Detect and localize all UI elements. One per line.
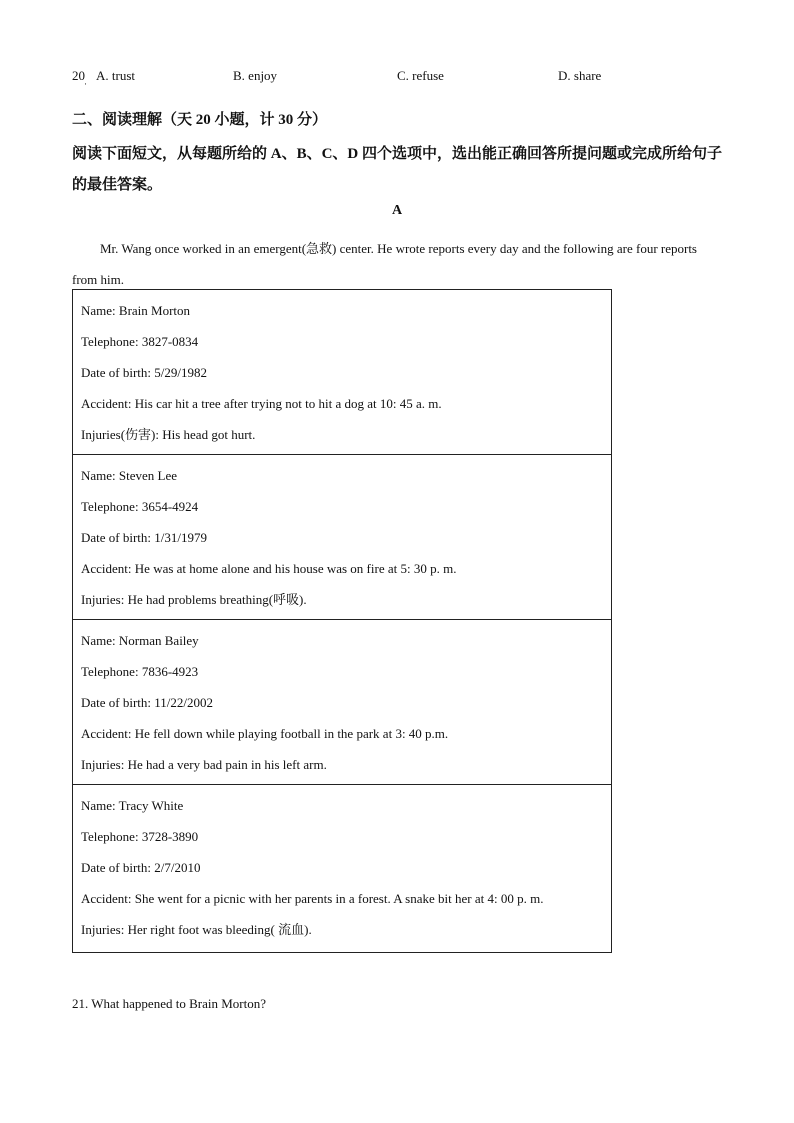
report-telephone: Telephone: 7836-4923 <box>81 664 199 679</box>
report-date-of-birth: Date of birth: 1/31/1979 <box>81 530 208 545</box>
option-b: B. enjoy <box>233 68 278 83</box>
report-date-of-birth: Date of birth: 2/7/2010 <box>81 860 201 875</box>
option-d: D. share <box>558 68 602 83</box>
section-heading: 二、阅读理解（天 20 小题，计 30 分） <box>72 112 328 128</box>
report-name: Name: Brain Morton <box>81 303 191 318</box>
section-instructions: 阅读下面短文，从每题所给的 A、B、C、D 四个选项中，选出能正确回答所提问题或完成所给句子的最佳答案。 <box>72 146 723 193</box>
report-accident: Accident: He was at home alone and his house was on fire at 5: 30 p. m. <box>81 561 457 576</box>
report-name: Name: Norman Bailey <box>81 633 199 648</box>
report-date-of-birth: Date of birth: 11/22/2002 <box>81 695 214 710</box>
report-card <box>73 785 611 952</box>
report-injuries: Injuries: He had a very bad pain in his left arm. <box>81 757 327 772</box>
report-card <box>73 455 611 620</box>
passage-intro: Mr. Wang once worked in an emergent(急救) center. He wrote reports every day and the following are four reports from him. <box>72 241 697 287</box>
question-dot-mark: · <box>84 79 87 89</box>
passage-title: A <box>391 203 403 218</box>
report-injuries: Injuries: Her right foot was bleeding( 流血). <box>81 922 312 937</box>
report-accident: Accident: He fell down while playing football in the park at 3: 40 p.m. <box>81 726 449 741</box>
report-telephone: Telephone: 3827-0834 <box>81 334 199 349</box>
report-accident: Accident: His car hit a tree after trying not to hit a dog at 10: 45 a. m. <box>81 396 442 411</box>
question-number: 20 <box>72 68 85 83</box>
question-20 <box>72 68 712 89</box>
report-date-of-birth: Date of birth: 5/29/1982 <box>81 365 208 380</box>
option-c: C. refuse <box>397 68 444 83</box>
report-card <box>73 620 611 785</box>
reports-table <box>72 289 612 953</box>
report-card <box>73 290 611 455</box>
report-telephone: Telephone: 3728-3890 <box>81 829 199 844</box>
report-telephone: Telephone: 3654-4924 <box>81 499 199 514</box>
report-accident: Accident: She went for a picnic with her parents in a forest. A snake bit her at 4: 00 p. m. <box>81 891 544 906</box>
report-injuries: Injuries(伤害): His head got hurt. <box>81 427 256 442</box>
report-name: Name: Tracy White <box>81 798 184 813</box>
option-a: A. trust <box>96 68 135 83</box>
report-name: Name: Steven Lee <box>81 468 178 483</box>
question-21: 21. What happened to Brain Morton? <box>72 996 266 1011</box>
report-injuries: Injuries: He had problems breathing(呼吸). <box>81 592 307 607</box>
